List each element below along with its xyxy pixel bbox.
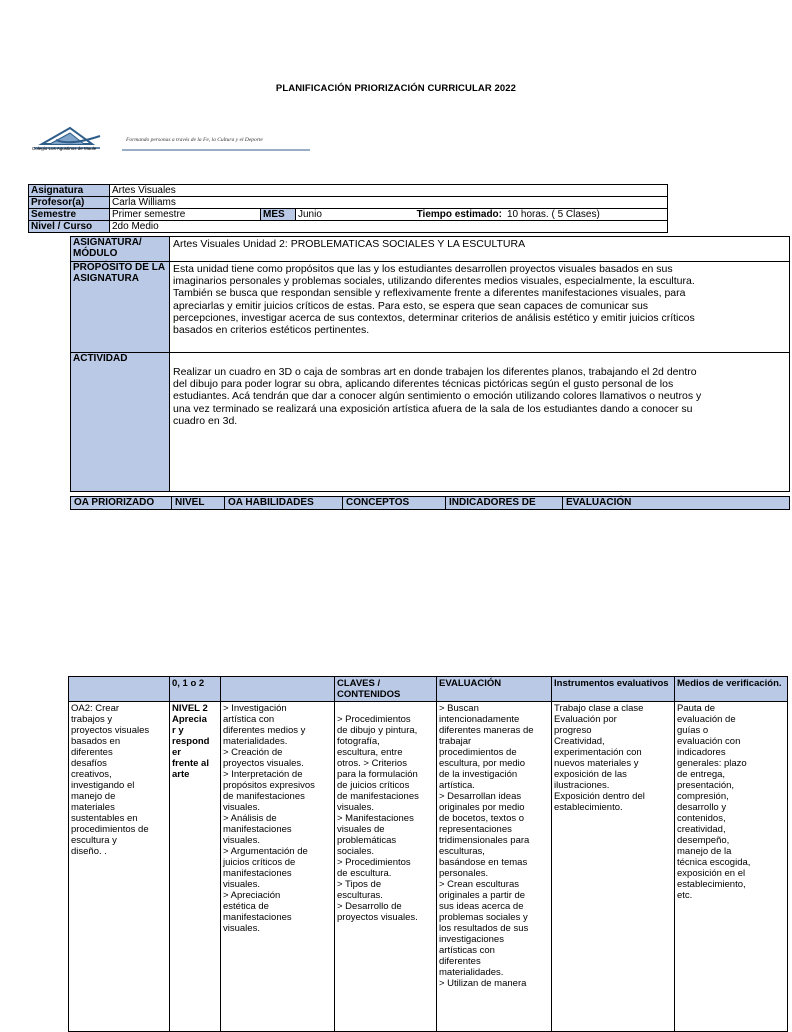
conceptos-line: otros. > Criterios	[337, 758, 407, 769]
nivel-line: arte	[172, 769, 190, 780]
habilidades-line: > Investigación	[223, 703, 287, 714]
habilidades-line: manifestaciones	[223, 868, 292, 879]
instrumentos-line: exposición de las	[554, 769, 627, 780]
medios-line: establecimiento,	[677, 879, 746, 890]
habilidades-line: estética de	[223, 901, 269, 912]
medios-line: generales: plazo	[677, 758, 747, 769]
indicadores-line: artística.	[439, 780, 475, 791]
conceptos-line: proyectos visuales.	[337, 912, 418, 923]
indicadores-line: personales.	[439, 868, 489, 879]
col-header-evaluacion: EVALUACIÓN	[437, 677, 552, 702]
instrumentos-line: establecimiento.	[554, 802, 623, 813]
habilidades-line: juicios críticos de	[223, 857, 296, 868]
conceptos-line	[337, 703, 434, 714]
medios-line: creatividad,	[677, 824, 726, 835]
medios-line: contenidos,	[677, 813, 726, 824]
oa-line: OA2: Crear	[71, 703, 120, 714]
oa-line: procedimientos de	[71, 824, 149, 835]
tiempo-label: Tiempo estimado:	[414, 209, 504, 221]
oa-cell	[69, 702, 170, 1032]
conceptos-cell	[335, 702, 437, 1032]
instrumentos-line: ilustraciones.	[554, 780, 610, 791]
medios-line: compresión,	[677, 791, 729, 802]
proposito-line: También se busca que respondan sensible y reflexivamente frente a diferentes manifestaciones visuales, para	[173, 287, 686, 300]
habilidades-line: materialidades.	[223, 736, 288, 747]
oa-line: materiales	[71, 802, 115, 813]
conceptos-line: > Manifestaciones	[337, 813, 414, 824]
actividad-line: estudiantes. Acá tendrán que dar a conocer algún sentimiento o emoción utilizando colores llamativos o neutros y	[173, 390, 702, 403]
indicadores-line: > Buscan	[439, 703, 479, 714]
oa-detail-table	[68, 676, 788, 1032]
col-header-claves: CLAVES / CONTENIDOS	[335, 677, 437, 702]
oa-line: diferentes	[71, 747, 113, 758]
medios-line: exposición en el	[677, 868, 746, 879]
oa-header-habilidades: OA HABILIDADES	[225, 497, 343, 510]
indicadores-cell	[437, 702, 552, 1032]
medios-line: evaluación de	[677, 714, 736, 725]
medios-line: técnica escogida,	[677, 857, 751, 868]
indicadores-line: problemas sociales y	[439, 912, 528, 923]
oa-line: diseño. .	[71, 846, 107, 857]
indicadores-line: artísticas con	[439, 945, 495, 956]
proposito-line: percepciones, investigar acerca de sus contextos, determinar criterios de análisis estético y emitir juicios críticos	[173, 311, 695, 324]
nivel-cell	[170, 702, 221, 1032]
semestre-label: Semestre	[29, 209, 110, 221]
indicadores-line: intencionadamente	[439, 714, 520, 725]
nivel-line: frente al	[172, 758, 209, 769]
medios-line: manejo de la	[677, 846, 732, 857]
instrumentos-line: Exposición dentro del	[554, 791, 645, 802]
conceptos-line: sociales.	[337, 846, 374, 857]
indicadores-line: escultura, por medio	[439, 758, 526, 769]
habilidades-cell	[221, 702, 335, 1032]
conceptos-line: de escultura.	[337, 868, 392, 879]
oa-header-conceptos: CONCEPTOS	[343, 497, 446, 510]
oa-line: proyectos visuales	[71, 725, 150, 736]
habilidades-line: > Apreciación	[223, 890, 281, 901]
medios-cell	[675, 702, 788, 1032]
proposito-label: PROPÓSITO DE LA ASIGNATURA	[71, 262, 170, 353]
profesor-label: Profesor(a)	[29, 197, 110, 209]
oa-header-priorizado: OA PRIORIZADO	[71, 497, 172, 510]
school-motto: Formando personas a través de la Fe, la Cultura y el Deporte	[126, 137, 263, 143]
conceptos-line: > Procedimientos	[337, 714, 411, 725]
unit-table	[70, 236, 790, 492]
habilidades-line: > Interpretación de	[223, 769, 303, 780]
conceptos-line: visuales de	[337, 824, 385, 835]
proposito-text	[170, 262, 790, 353]
conceptos-line: problemáticas	[337, 835, 397, 846]
habilidades-line: diferentes medios y	[223, 725, 306, 736]
indicadores-line: > Desarrollan ideas	[439, 791, 522, 802]
habilidades-line: artística con	[223, 714, 275, 725]
oa-header-nivel: NIVEL	[172, 497, 225, 510]
medios-line: presentación,	[677, 780, 735, 791]
oa-line: escultura y	[71, 835, 117, 846]
oa-header-table	[70, 496, 790, 510]
oa-line: desafíos	[71, 758, 107, 769]
medios-line: evaluación con	[677, 736, 741, 747]
habilidades-line: > Argumentación de	[223, 846, 308, 857]
mes-label: MES	[261, 209, 296, 221]
habilidades-line: visuales.	[223, 835, 260, 846]
habilidades-line: > Creación de	[223, 747, 283, 758]
proposito-line: apreciarlas y emitir juicios críticos de estas. Para esto, se espera que sean capaces de comunicar sus	[173, 299, 649, 312]
habilidades-line: proyectos visuales.	[223, 758, 304, 769]
indicadores-line: de bocetos, textos o	[439, 813, 525, 824]
conceptos-line: de juicios críticos	[337, 780, 410, 791]
medios-line: etc.	[677, 890, 693, 901]
col-header-empty-2	[221, 677, 335, 702]
instrumentos-line: Creatividad,	[554, 736, 605, 747]
medios-line: desempeño,	[677, 835, 730, 846]
oa-line: sustentables en	[71, 813, 138, 824]
conceptos-line: escultura, entre	[337, 747, 403, 758]
indicadores-line: procedimientos de	[439, 747, 517, 758]
indicadores-line: originales por medio	[439, 802, 525, 813]
conceptos-line: esculturas.	[337, 890, 383, 901]
habilidades-line: manifestaciones	[223, 912, 292, 923]
conceptos-line: para la formulación	[337, 769, 418, 780]
nivel-line: NIVEL 2	[172, 703, 208, 714]
indicadores-line: sus ideas acerca de	[439, 901, 524, 912]
conceptos-line: > Tipos de	[337, 879, 382, 890]
conceptos-line: de dibujo y pintura,	[337, 725, 418, 736]
conceptos-line: de manifestaciones	[337, 791, 419, 802]
instrumentos-line: Trabajo clase a clase	[554, 703, 644, 714]
asignatura-label: Asignatura	[29, 185, 110, 197]
page-title: PLANIFICACIÓN PRIORIZACIÓN CURRICULAR 2022	[275, 83, 517, 94]
medios-line: Pauta de	[677, 703, 716, 714]
indicadores-line: basándose en temas	[439, 857, 528, 868]
medios-line: desarrollo y	[677, 802, 727, 813]
indicadores-line: esculturas,	[439, 846, 485, 857]
logo-caption: Colegio Los Agustinos de Maule	[32, 146, 97, 151]
indicadores-line: diferentes maneras de	[439, 725, 534, 736]
conceptos-line: visuales.	[337, 802, 374, 813]
oa-header-indicadores: INDICADORES DE	[446, 497, 563, 510]
col-header-medios: Medios de verificación.	[675, 677, 788, 702]
col-header-instrumentos: Instrumentos evaluativos	[552, 677, 675, 702]
habilidades-line: de manifestaciones	[223, 791, 305, 802]
indicadores-line: tridimensionales para	[439, 835, 530, 846]
asignatura-value: Artes Visuales	[110, 185, 668, 197]
actividad-line: del dibujo para poder lograr su obra, aplicando diferentes técnicas pictóricas según el gusto personal de los	[173, 378, 674, 391]
oa-line: manejo de	[71, 791, 116, 802]
actividad-label: ACTIVIDAD	[71, 353, 170, 492]
indicadores-line: > Crean esculturas	[439, 879, 519, 890]
habilidades-line: visuales.	[223, 923, 260, 934]
habilidades-line: > Análisis de	[223, 813, 277, 824]
actividad-line: Realizar un cuadro en 3D o caja de sombras art en donde trabajen los diferentes planos, trabajando el 2d dentro	[173, 366, 697, 378]
actividad-line: una vez terminado se realizará una exposición artística afuera de la sala de los estudiantes dando a conocer su	[173, 402, 693, 415]
col-header-nivel: 0, 1 o 2	[170, 677, 221, 702]
habilidades-line: visuales.	[223, 879, 260, 890]
actividad-text	[170, 353, 790, 492]
instrumentos-line: Evaluación por	[554, 714, 617, 725]
indicadores-line: de la investigación	[439, 769, 518, 780]
oa-header-evaluacion: EVALUACIÓN	[563, 497, 790, 510]
mes-value: Junio	[296, 209, 415, 221]
nivel-value: 2do Medio	[110, 221, 668, 233]
habilidades-line: propósitos expresivos	[223, 780, 315, 791]
indicadores-line: los resultados de sus	[439, 923, 529, 934]
nivel-line: r y	[172, 725, 184, 736]
actividad-line: cuadro en 3d.	[173, 414, 238, 427]
instrumentos-line: experimentación con	[554, 747, 642, 758]
instrumentos-cell	[552, 702, 675, 1032]
medios-line: guías o	[677, 725, 709, 736]
nivel-line: respond	[172, 736, 210, 747]
habilidades-line: visuales.	[223, 802, 260, 813]
info-table	[28, 184, 668, 233]
medios-line: indicadores	[677, 747, 726, 758]
oa-line: creativos,	[71, 769, 112, 780]
indicadores-line: investigaciones	[439, 934, 504, 945]
nivel-label: Nivel / Curso	[29, 221, 110, 233]
indicadores-line: representaciones	[439, 824, 512, 835]
instrumentos-line: nuevos materiales y	[554, 758, 639, 769]
conceptos-line: > Desarrollo de	[337, 901, 402, 912]
profesor-value: Carla Williams	[110, 197, 668, 209]
indicadores-line: originales a partir de	[439, 890, 526, 901]
semestre-value: Primer semestre	[110, 209, 261, 221]
oa-line: investigando el	[71, 780, 135, 791]
proposito-line: imaginarios personales y problemas sociales, utilizando diferentes medios visuales, especialmente, la escultura.	[173, 275, 695, 288]
nivel-line: er	[172, 747, 181, 758]
indicadores-line: > Utilizan de manera	[439, 978, 527, 989]
proposito-line: Esta unidad tiene como propósitos que las y los estudiantes desarrollen proyectos visuales basados en sus	[173, 263, 673, 275]
tiempo-value: 10 horas. ( 5 Clases)	[504, 209, 668, 221]
medios-line: de entrega,	[677, 769, 726, 780]
habilidades-line: manifestaciones	[223, 824, 292, 835]
indicadores-line: materialidades.	[439, 967, 504, 978]
instrumentos-line: progreso	[554, 725, 592, 736]
conceptos-line: fotografía,	[337, 736, 380, 747]
col-header-empty	[69, 677, 170, 702]
oa-line: trabajos y	[71, 714, 113, 725]
oa-line: basados en	[71, 736, 121, 747]
indicadores-line: trabajar	[439, 736, 472, 747]
asignatura-modulo-label: ASIGNATURA/ MÓDULO	[71, 237, 170, 262]
asignatura-modulo-value: Artes Visuales Unidad 2: PROBLEMATICAS SOCIALES Y LA ESCULTURA	[170, 237, 790, 262]
nivel-line: Aprecia	[172, 714, 207, 725]
conceptos-line: > Procedimientos	[337, 857, 411, 868]
indicadores-line: diferentes	[439, 956, 481, 967]
proposito-line: basados en criterios estéticos pertinentes.	[173, 324, 370, 337]
